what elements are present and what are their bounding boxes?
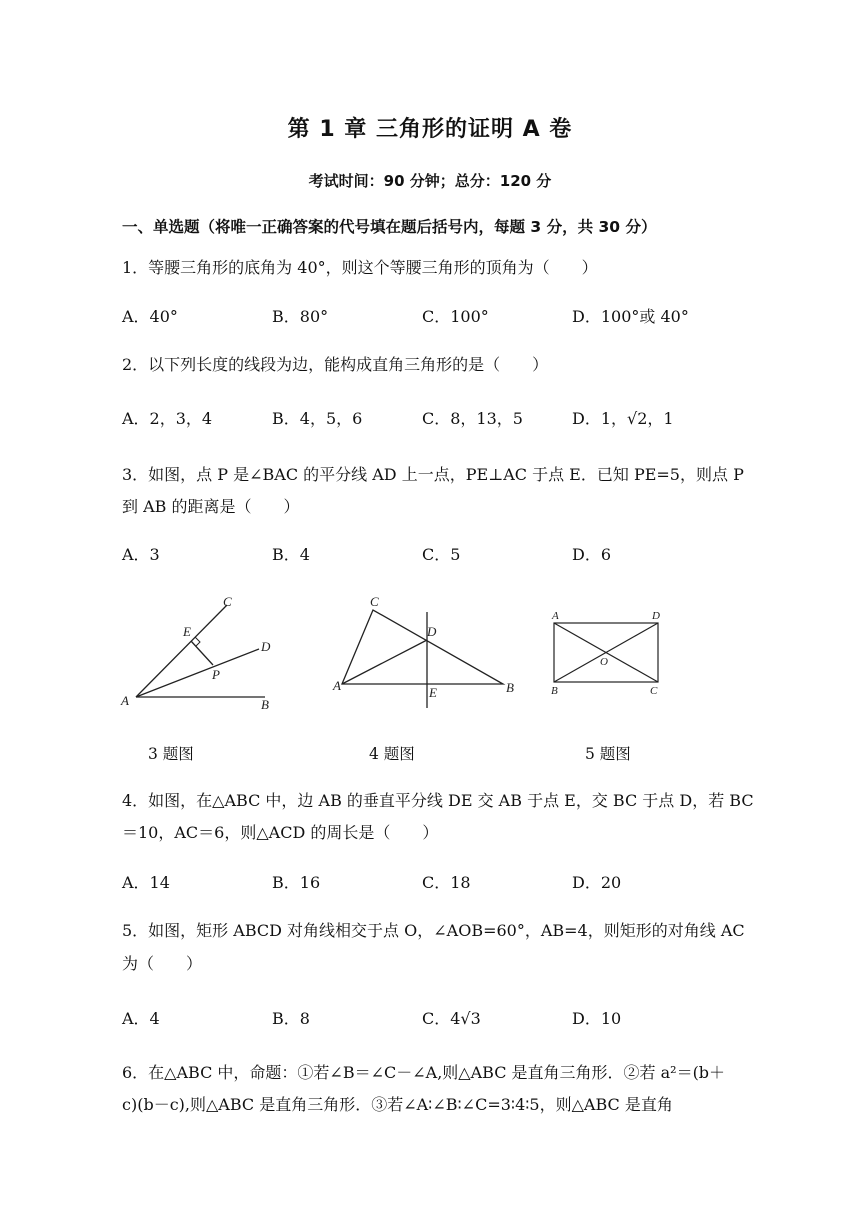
- question-3-line-2: 到 AB 的距离是（ ）: [122, 497, 300, 516]
- q4-option-a: A．14: [122, 873, 170, 892]
- fig3-label-p: P: [212, 667, 220, 682]
- q2-option-d: D．1，√2，1: [572, 409, 674, 428]
- figure-5-rectangle-diagonals: [540, 605, 675, 700]
- q5-option-a: A．4: [122, 1009, 160, 1028]
- q2-option-a: A．2，3，4: [122, 409, 213, 428]
- q1-option-d: D．100°或 40°: [572, 307, 689, 326]
- q4-option-b: B．16: [272, 873, 321, 892]
- question-6-line-1: 6．在△ABC 中，命题：①若∠B＝∠C－∠A,则△ABC 是直角三角形．②若 a²＝(b＋: [122, 1063, 726, 1082]
- q1-option-a: A．40°: [122, 307, 178, 326]
- question-6-line-2: c)(b－c),则△ABC 是直角三角形．③若∠A∶∠B∶∠C=3∶4∶5，则△ABC 是直角: [122, 1095, 673, 1114]
- q2-option-b: B．4，5，6: [272, 409, 363, 428]
- q3-option-c: C．5: [422, 545, 461, 564]
- question-4-line-2: ＝10，AC＝6，则△ACD 的周长是（ ）: [122, 823, 439, 842]
- fig4-label-e: E: [429, 685, 437, 700]
- question-3-line-1: 3．如图，点 P 是∠BAC 的平分线 AD 上一点，PE⊥AC 于点 E．已知 PE=5，则点 P: [122, 465, 744, 484]
- question-1-text: 1．等腰三角形的底角为 40°，则这个等腰三角形的顶角为（ ）: [122, 258, 598, 277]
- fig5-label-d: D: [652, 610, 660, 622]
- question-2-text: 2．以下列长度的线段为边，能构成直角三角形的是（ ）: [122, 355, 549, 374]
- fig5-label-c: C: [650, 685, 658, 697]
- fig4-label-b: B: [506, 680, 514, 695]
- q3-option-b: B．4: [272, 545, 310, 564]
- question-5-line-2: 为（ ）: [122, 954, 203, 973]
- q5-option-b: B．8: [272, 1009, 310, 1028]
- fig3-label-d: D: [261, 639, 271, 654]
- page-title: 第 1 章 三角形的证明 A 卷: [287, 117, 573, 142]
- fig3-label-e: E: [183, 624, 191, 639]
- fig4-label-c: C: [370, 594, 379, 609]
- figure-4-caption: 4 题图: [369, 745, 415, 763]
- q3-option-d: D．6: [572, 545, 612, 564]
- fig5-label-o: O: [600, 656, 608, 668]
- q3-option-a: A．3: [122, 545, 160, 564]
- q4-option-c: C．18: [422, 873, 471, 892]
- question-5-line-1: 5．如图，矩形 ABCD 对角线相交于点 O，∠AOB=60°，AB=4，则矩形的对角线 AC: [122, 921, 745, 940]
- question-4-line-1: 4．如图，在△ABC 中，边 AB 的垂直平分线 DE 交 AB 于点 E，交 BC 于点 D，若 BC: [122, 791, 754, 810]
- fig3-label-a: A: [121, 693, 129, 708]
- q1-option-c: C．100°: [422, 307, 489, 326]
- fig4-label-d: D: [427, 624, 437, 639]
- q5-option-c: C．4√3: [422, 1009, 481, 1028]
- figure-3-caption: 3 题图: [148, 745, 194, 763]
- q1-option-b: B．80°: [272, 307, 329, 326]
- q5-option-d: D．10: [572, 1009, 622, 1028]
- figure-4-perpendicular-bisector: [325, 588, 525, 713]
- fig4-label-a: A: [333, 678, 341, 693]
- figure-3-angle-bisector: [115, 590, 295, 715]
- q2-option-c: C．8，13，5: [422, 409, 523, 428]
- section-heading: 一、单选题（将唯一正确答案的代号填在题后括号内，每题 3 分，共 30 分）: [122, 218, 657, 236]
- figure-5-caption: 5 题图: [585, 745, 631, 763]
- exam-info: 考试时间：90 分钟；总分：120 分: [308, 172, 552, 190]
- fig3-label-c: C: [223, 594, 232, 609]
- q4-option-d: D．20: [572, 873, 622, 892]
- fig5-label-b: B: [551, 685, 558, 697]
- fig5-label-a: A: [552, 610, 559, 622]
- fig3-label-b: B: [261, 697, 269, 712]
